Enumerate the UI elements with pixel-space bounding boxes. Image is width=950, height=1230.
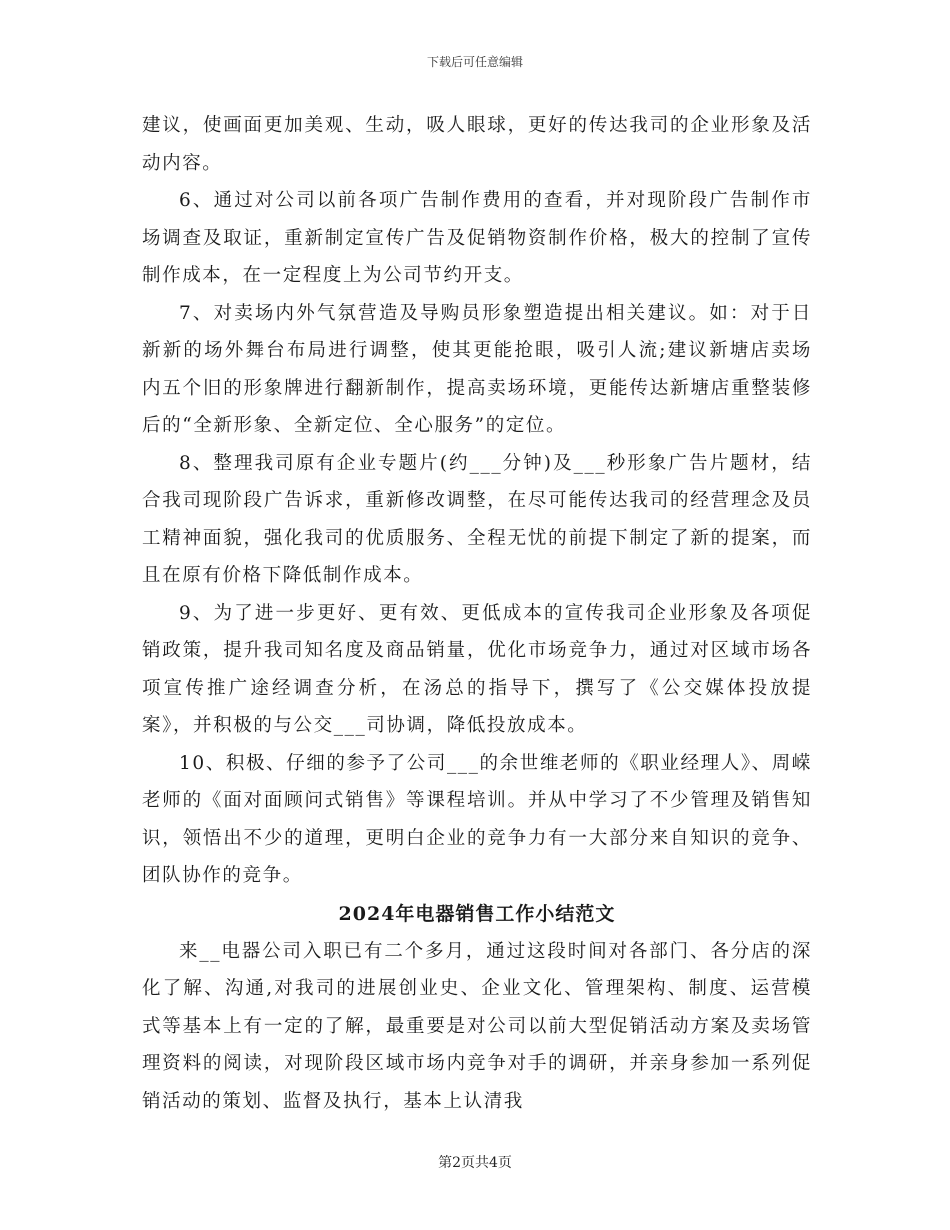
section-title: 2024年电器销售工作小结范文 (338, 902, 616, 925)
paragraph-section-intro: 来__电器公司入职已有二个多月，通过这段时间对各部门、各分店的深化了解、沟通,对我司的进展创业史、企业文化、管理架构、制度、运营模式等基本上有一定的了解，最重要是对公司以前大型促销活动方案及卖场管理资料的阅读，对现阶段区域市场内竞争对手的调研，并亲身参加一系列促销活动的策划、监督及执行，基本上认清我 (142, 940, 812, 1112)
paragraph-continuation: 建议，使画面更加美观、生动，吸人眼球，更好的传达我司的企业形象及活动内容。 (142, 115, 812, 174)
paragraph-item-10: 10、积极、仔细的参予了公司___的余世维老师的《职业经理人》、周嵘老师的《面对面顾问式销售》等课程培训。并从中学习了不少管理及销售知识，领悟出不少的道理，更明白企业的竞争力有一大部分来自知识的竞争、团队协作的竞争。 (142, 752, 812, 886)
page-header-note: 下载后可任意编辑 (426, 55, 523, 69)
paragraph-item-9: 9、为了进一步更好、更有效、更低成本的宣传我司企业形象及各项促销政策，提升我司知名度及商品销量，优化市场竞争力，通过对区域市场各项宣传推广途经调查分析，在汤总的指导下，撰写了《公交媒体投放提案》，并积极的与公交___司协调，降低投放成本。 (142, 602, 812, 736)
paragraph-item-7: 7、对卖场内外气氛营造及导购员形象塑造提出相关建议。如：对于日新新的场外舞台布局进行调整，使其更能抢眼，吸引人流;建议新塘店卖场内五个旧的形象牌进行翻新制作，提高卖场环境，更能传达新塘店重整装修后的“全新形象、全新定位、全心服务”的定位。 (142, 302, 812, 436)
page-number: 第2页共4页 (438, 1155, 512, 1171)
document-body (142, 107, 812, 1120)
paragraph-item-6: 6、通过对公司以前各项广告制作费用的查看，并对现阶段广告制作市场调查及取证，重新制定宣传广告及促销物资制作价格，极大的控制了宣传制作成本，在一定程度上为公司节约开支。 (142, 190, 812, 286)
paragraph-item-8: 8、整理我司原有企业专题片(约___分钟)及___秒形象广告片题材，结合我司现阶段广告诉求，重新修改调整，在尽可能传达我司的经营理念及员工精神面貌，强化我司的优质服务、全程无忧的前提下制定了新的提案，而且在原有价格下降低制作成本。 (142, 452, 812, 586)
